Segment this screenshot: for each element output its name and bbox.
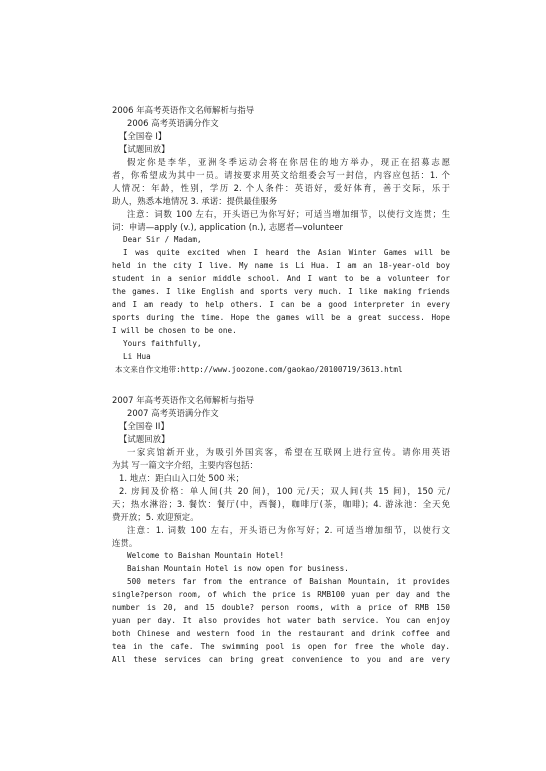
essay-salutation: Dear Sir / Madam, [123, 235, 202, 244]
prompt-line: 费开放；5. 欢迎预定。 [112, 512, 199, 522]
essay-signature: Li Hua [123, 352, 151, 361]
essay-line: sports during the time. Hope the games will be a great success. Hope [112, 313, 450, 322]
section-subtitle: 2007 高考英语满分作文 [127, 408, 219, 418]
note-line: 词：申请—apply (v.), application (n.), 志愿者—volunteer [112, 222, 344, 232]
essay-line: single?person room, of which the price is RMB100 yuan per day and the [112, 590, 450, 599]
essay-line: I will be chosen to be one. [112, 326, 237, 335]
essay-line: number is 20, and 15 double? person rooms, with a price of RMB 150 [112, 603, 450, 612]
note-line: 注意：1. 词数 100 左右，开头语已为你写好；2. 可适当增加细节，以使行文 [127, 525, 450, 535]
essay-line: yuan per day. It also provides hot water bath service. You can enjoy [112, 616, 450, 625]
prompt-line: 1. 地点：距白山入口处 500 米； [119, 473, 245, 483]
essay-line: held in the city I live. My name is Li Hua. I am an 18-year-old boy [112, 261, 450, 270]
essay-heading: Welcome to Baishan Mountain Hotel! [127, 551, 285, 560]
prompt-line: 2. 房间及价格：单人间(共 20 间)，100 元/天；双人间(共 15 间)，150 元/ [119, 486, 450, 496]
prompt-line: 天；热水淋浴；3. 餐饮：餐厅(中，西餐)，咖啡厅(茶，咖啡)；4. 游泳池：全天免 [112, 499, 450, 509]
section-subtitle: 2006 高考英语满分作文 [127, 118, 219, 128]
prompt-line: 假定你是李华，亚洲冬季运动会将在你居住的地方举办，现正在招募志愿 [127, 157, 450, 167]
essay-line: 500 meters far from the entrance of Baishan Mountain, it provides [127, 577, 450, 586]
essay-closing: Yours faithfully, [123, 339, 202, 348]
section-title: 2007 年高考英语作文名师解析与指导 [112, 395, 255, 405]
source-line: 本文来自作文地带:http://www.joozone.com/gaokao/20100719/3613.html [115, 365, 403, 374]
section-title: 2006 年高考英语作文名师解析与指导 [112, 105, 255, 115]
volume-label: 【全国卷 I】 [119, 131, 167, 141]
essay-line: All these services can bring great convenience to you and are very [112, 655, 450, 664]
prompt-line: 者，你希望成为其中一员。请按要求用英文给组委会写一封信，内容应包括：1. 个 [112, 170, 450, 180]
essay-line: the games. I like English and sports very much. I like making friends [112, 287, 450, 296]
prompt-line: 为其 写一篇文字介绍，主要内容包括： [112, 460, 258, 470]
volume-label: 【全国卷 II】 [119, 421, 169, 431]
prompt-line: 一家宾馆新开业，为吸引外国宾客，希望在互联网上进行宣传。请你用英语 [127, 447, 450, 457]
note-line: 注意：词数 100 左右，开头语已为你写好；可适当增加细节，以使行文连贯；生 [127, 209, 450, 219]
essay-line: Baishan Mountain Hotel is now open for business. [127, 564, 349, 573]
essay-line: student in a senior middle school. And I want to be a volunteer for [112, 274, 450, 283]
essay-line: tea in the cafe. The swimming pool is open for free the whole day. [112, 642, 450, 651]
prompt-label: 【试题回放】 [119, 144, 170, 154]
essay-line: and I am ready to help others. I can be a good interpreter in every [112, 300, 450, 309]
essay-line: I was quite excited when I heard the Asian Winter Games will be [123, 248, 450, 257]
note-line: 连贯。 [112, 538, 138, 548]
prompt-line: 助人，熟悉本地情况 3. 承诺：提供最佳服务 [112, 196, 278, 206]
prompt-label: 【试题回放】 [119, 434, 170, 444]
prompt-line: 人情况：年龄，性别，学历 2. 个人条件：英语好，爱好体育，善于交际，乐于 [112, 183, 450, 193]
essay-line: both Chinese and western food in the restaurant and drink coffee and [112, 629, 450, 638]
